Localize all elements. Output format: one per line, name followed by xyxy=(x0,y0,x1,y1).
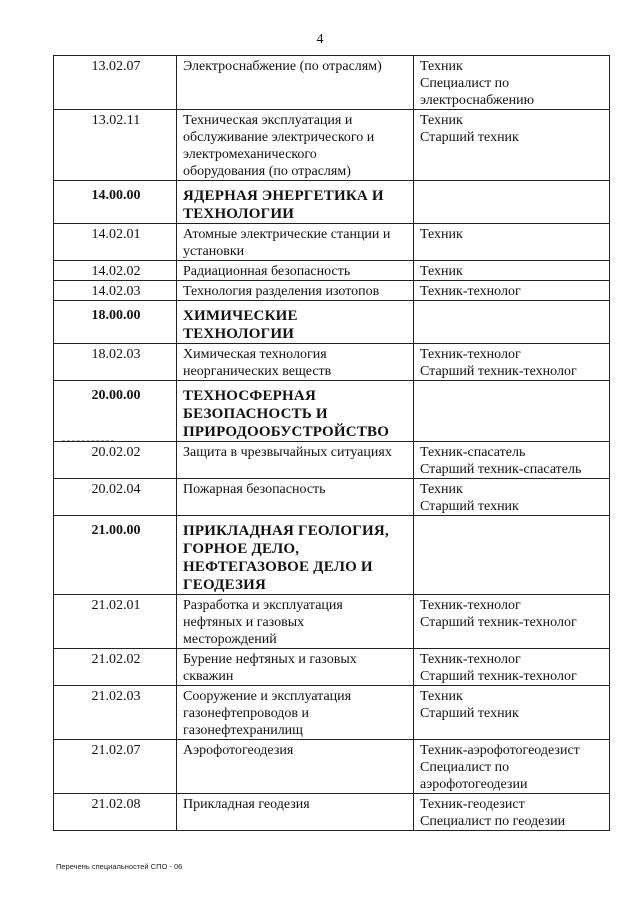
page-footer: Перечень специальностей СПО - 06 xyxy=(56,862,183,871)
qualification-line: Техник-спасатель xyxy=(420,445,526,460)
table-row xyxy=(54,740,610,794)
specialties-table xyxy=(53,55,610,831)
qualification-line: Специалист по геодезии xyxy=(420,814,566,829)
specialty-title xyxy=(177,479,414,516)
qualification-line: Старший техник xyxy=(420,499,519,514)
qualification-line: Старший техник xyxy=(420,130,519,145)
table-row xyxy=(54,281,610,301)
qualification xyxy=(414,381,610,442)
qualification-line: Старший техник xyxy=(420,706,519,721)
table-row xyxy=(54,344,610,381)
qualification xyxy=(414,686,610,740)
title-line: Аэрофотогеодезия xyxy=(183,743,294,758)
title-line: месторождений xyxy=(183,632,277,647)
qualification-line: Специалист по xyxy=(420,76,510,91)
qualification-line: Техник xyxy=(420,689,463,704)
qualification xyxy=(414,56,610,110)
group-title xyxy=(177,181,414,224)
title-line: ТЕХНОЛОГИИ xyxy=(183,206,295,222)
title-line: ЯДЕРНАЯ ЭНЕРГЕТИКА И xyxy=(183,188,384,204)
qualification-line: Техник xyxy=(420,227,463,242)
group-row xyxy=(54,381,610,442)
scan-artifact-line xyxy=(62,440,114,441)
table-row xyxy=(54,649,610,686)
specialty-title xyxy=(177,110,414,181)
title-line: оборудования (по отраслям) xyxy=(183,164,351,179)
qualification-line: Специалист по xyxy=(420,760,510,775)
specialty-title xyxy=(177,281,414,301)
qualification-line: Техник-технолог xyxy=(420,652,521,667)
specialty-code: 21.02.02 xyxy=(54,649,177,686)
title-line: БЕЗОПАСНОСТЬ И xyxy=(183,406,328,422)
qualification-line: Старший техник-технолог xyxy=(420,669,577,684)
title-line: обслуживание электрического и xyxy=(183,130,375,145)
title-line: Прикладная геодезия xyxy=(183,797,310,812)
specialty-title xyxy=(177,261,414,281)
qualification-line: Техник-технолог xyxy=(420,284,521,299)
qualification xyxy=(414,110,610,181)
qualification xyxy=(414,224,610,261)
specialty-title xyxy=(177,740,414,794)
table-row xyxy=(54,479,610,516)
group-title xyxy=(177,516,414,595)
specialty-code: 18.00.00 xyxy=(54,301,177,344)
group-title xyxy=(177,301,414,344)
specialty-code: 21.00.00 xyxy=(54,516,177,595)
title-line: Пожарная безопасность xyxy=(183,482,326,497)
title-line: Техническая эксплуатация и xyxy=(183,113,353,128)
table-row xyxy=(54,794,610,831)
table-row xyxy=(54,110,610,181)
specialty-title xyxy=(177,649,414,686)
qualification-line: Старший техник-технолог xyxy=(420,615,577,630)
table-row xyxy=(54,686,610,740)
qualification-line: Техник xyxy=(420,113,463,128)
title-line: Бурение нефтяных и газовых xyxy=(183,652,357,667)
title-line: ХИМИЧЕСКИЕ xyxy=(183,308,298,324)
specialty-title xyxy=(177,686,414,740)
qualification xyxy=(414,794,610,831)
specialty-title xyxy=(177,595,414,649)
specialty-code: 21.02.07 xyxy=(54,740,177,794)
title-line: Защита в чрезвычайных ситуациях xyxy=(183,445,392,460)
specialty-code: 14.02.02 xyxy=(54,261,177,281)
title-line: Радиационная безопасность xyxy=(183,264,351,279)
specialty-title xyxy=(177,344,414,381)
group-row xyxy=(54,516,610,595)
title-line: ГЕОДЕЗИЯ xyxy=(183,577,266,593)
table-row xyxy=(54,261,610,281)
specialty-title xyxy=(177,794,414,831)
specialty-code: 20.00.00 xyxy=(54,381,177,442)
title-line: ТЕХНОСФЕРНАЯ xyxy=(183,388,316,404)
qualification-line: электроснабжению xyxy=(420,93,535,108)
qualification-line: Техник xyxy=(420,482,463,497)
specialty-title xyxy=(177,56,414,110)
specialty-code: 14.02.03 xyxy=(54,281,177,301)
specialty-code: 21.02.01 xyxy=(54,595,177,649)
specialty-code: 13.02.07 xyxy=(54,56,177,110)
title-line: Химическая технология xyxy=(183,347,327,362)
qualification-line: Старший техник-технолог xyxy=(420,364,577,379)
specialty-title xyxy=(177,442,414,479)
qualification xyxy=(414,442,610,479)
page-number: 4 xyxy=(316,32,324,47)
title-line: нефтяных и газовых xyxy=(183,615,305,630)
title-line: Сооружение и эксплуатация xyxy=(183,689,352,704)
table-row xyxy=(54,56,610,110)
qualification-line: Техник-геодезист xyxy=(420,797,525,812)
qualification xyxy=(414,281,610,301)
qualification xyxy=(414,516,610,595)
qualification-line: аэрофотогеодезии xyxy=(420,777,528,792)
qualification-line: Техник-аэрофотогеодезист xyxy=(420,743,580,758)
specialty-code: 18.02.03 xyxy=(54,344,177,381)
group-title xyxy=(177,381,414,442)
qualification-line: Техник xyxy=(420,264,463,279)
title-line: ПРИКЛАДНАЯ ГЕОЛОГИЯ, xyxy=(183,523,389,539)
title-line: Атомные электрические станции и xyxy=(183,227,391,242)
title-line: Технология разделения изотопов xyxy=(183,284,380,299)
group-row xyxy=(54,181,610,224)
title-line: ПРИРОДООБУСТРОЙСТВО xyxy=(183,424,390,440)
qualification xyxy=(414,595,610,649)
specialty-code: 14.00.00 xyxy=(54,181,177,224)
title-line: скважин xyxy=(183,669,234,684)
qualification xyxy=(414,301,610,344)
specialty-code: 20.02.02 xyxy=(54,442,177,479)
specialty-title xyxy=(177,224,414,261)
specialty-code: 20.02.04 xyxy=(54,479,177,516)
group-row xyxy=(54,301,610,344)
qualification xyxy=(414,649,610,686)
qualification xyxy=(414,181,610,224)
table-row xyxy=(54,442,610,479)
title-line: газонефтехранилищ xyxy=(183,723,303,738)
qualification-line: Техник-технолог xyxy=(420,598,521,613)
specialty-code: 14.02.01 xyxy=(54,224,177,261)
qualification-line: Техник xyxy=(420,59,463,74)
qualification xyxy=(414,740,610,794)
title-line: ТЕХНОЛОГИИ xyxy=(183,326,295,342)
qualification-line: Техник-технолог xyxy=(420,347,521,362)
title-line: газонефтепроводов и xyxy=(183,706,310,721)
title-line: Электроснабжение (по отраслям) xyxy=(183,59,382,74)
title-line: ГОРНОЕ ДЕЛО, xyxy=(183,541,300,557)
qualification xyxy=(414,344,610,381)
specialties-table-body xyxy=(54,56,610,831)
title-line: Разработка и эксплуатация xyxy=(183,598,343,613)
table-row xyxy=(54,224,610,261)
title-line: установки xyxy=(183,244,245,259)
specialty-code: 21.02.08 xyxy=(54,794,177,831)
title-line: электромеханического xyxy=(183,147,317,162)
table-row xyxy=(54,595,610,649)
qualification-line: Старший техник-спасатель xyxy=(420,462,582,477)
qualification xyxy=(414,261,610,281)
title-line: НЕФТЕГАЗОВОЕ ДЕЛО И xyxy=(183,559,373,575)
specialty-code: 21.02.03 xyxy=(54,686,177,740)
specialty-code: 13.02.11 xyxy=(54,110,177,181)
title-line: неорганических веществ xyxy=(183,364,332,379)
qualification xyxy=(414,479,610,516)
